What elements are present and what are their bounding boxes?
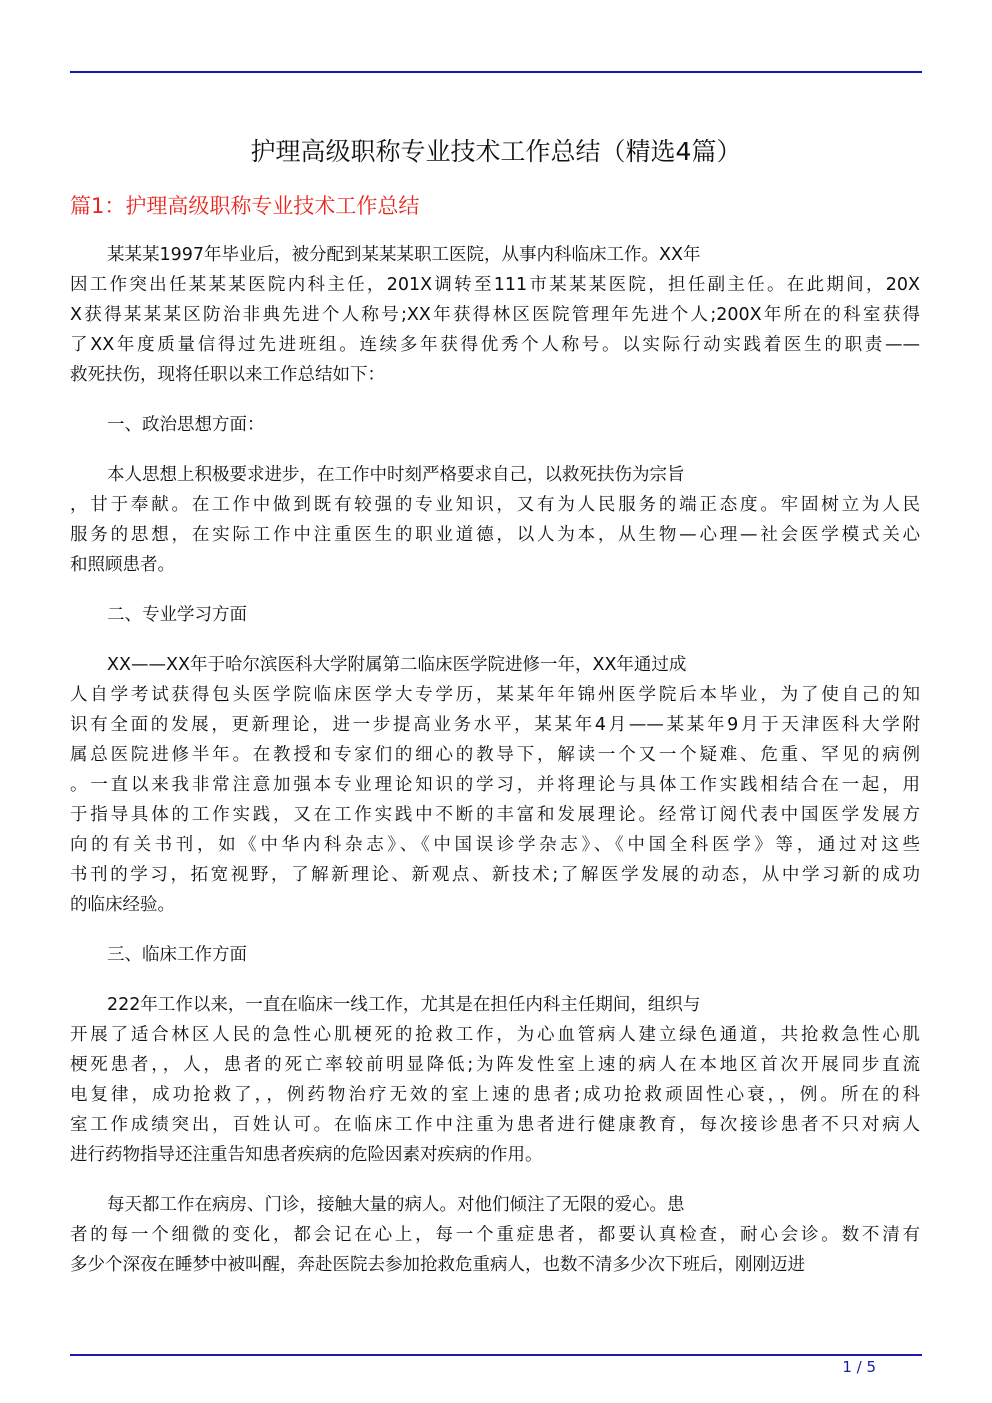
- text-line: 属总医院进修半年。在教授和专家们的细心的教导下，解读一个又一个疑难、危重、罕见的病例: [70, 745, 920, 765]
- text-line: 识有全面的发展，更新理论，进一步提高业务水平，某某年4月——某某年9月于天津医科大学附: [70, 715, 920, 735]
- text-line: 因工作突出任某某某医院内科主任，201X调转至111市某某某医院，担任副主任。在此期间，20X: [70, 275, 920, 295]
- text-line: 于指导具体的工作实践，又在工作实践中不断的丰富和发展理论。经常订阅代表中国医学发展方: [70, 805, 920, 825]
- text-line: 人自学考试获得包头医学院临床医学大专学历，某某年年锦州医学院后本毕业，为了使自己的知: [70, 685, 920, 705]
- text-line: 一、政治思想方面：: [107, 415, 265, 435]
- text-line: 的临床经验。: [70, 895, 175, 915]
- text-line: 书刊的学习，拓宽视野，了解新理论、新观点、新技术;了解医学发展的动态，从中学习新的成功: [70, 865, 920, 885]
- text-line: 进行药物指导还注重告知患者疾病的危险因素对疾病的作用。: [70, 1145, 543, 1165]
- paragraph: [70, 1190, 920, 1280]
- document-title: 护理高级职称专业技术工作总结（精选4篇）: [250, 137, 742, 166]
- page-number: 1 / 5: [842, 1358, 876, 1376]
- section-heading: 篇1：护理高级职称专业技术工作总结: [70, 194, 420, 218]
- document-body: [70, 240, 920, 1300]
- text-line: 者的每一个细微的变化，都会记在心上，每一个重症患者，都要认真检查，耐心会诊。数不清有: [70, 1225, 920, 1245]
- paragraph: [70, 940, 920, 970]
- text-line: XX——XX年于哈尔滨医科大学附属第二临床医学院进修一年，XX年通过成: [107, 655, 687, 675]
- paragraph: [70, 410, 920, 440]
- text-line: 救死扶伤，现将任职以来工作总结如下：: [70, 365, 385, 385]
- text-line: 本人思想上积极要求进步，在工作中时刻严格要求自己，以救死扶伤为宗旨: [107, 465, 685, 485]
- paragraph: [70, 600, 920, 630]
- text-line: 和照顾患者。: [70, 555, 175, 575]
- text-line: ，甘于奉献。在工作中做到既有较强的专业知识，又有为人民服务的端正态度。牢固树立为人民: [70, 495, 920, 515]
- text-line: X获得某某某区防治非典先进个人称号;XX年获得林区医院管理年先进个人;200X年所在的科室获得: [70, 305, 920, 325]
- text-line: 向的有关书刊，如《中华内科杂志》、《中国误诊学杂志》、《中国全科医学》等，通过对这些: [70, 835, 920, 855]
- text-line: 三、临床工作方面: [107, 945, 247, 965]
- paragraph: [70, 460, 920, 580]
- text-line: 梗死患者，，人，患者的死亡率较前明显降低;为阵发性室上速的病人在本地区首次开展同步直流: [70, 1055, 920, 1075]
- text-line: 多少个深夜在睡梦中被叫醒，奔赴医院去参加抢救危重病人，也数不清多少次下班后，刚刚迈进: [70, 1255, 805, 1275]
- text-line: 222年工作以来，一直在临床一线工作，尤其是在担任内科主任期间，组织与: [107, 995, 701, 1015]
- paragraph: [70, 650, 920, 920]
- text-line: 某某某1997年毕业后，被分配到某某某职工医院，从事内科临床工作。XX年: [107, 245, 701, 265]
- text-line: 室工作成绩突出，百姓认可。在临床工作中注重为患者进行健康教育，每次接诊患者不只对病人: [70, 1115, 920, 1135]
- paragraph: [70, 990, 920, 1170]
- text-line: 服务的思想，在实际工作中注重医生的职业道德，以人为本，从生物—心理—社会医学模式关心: [70, 525, 920, 545]
- footer-rule: [70, 1354, 922, 1356]
- header-rule: [70, 71, 922, 73]
- paragraph: [70, 240, 920, 390]
- text-line: 。一直以来我非常注意加强本专业理论知识的学习，并将理论与具体工作实践相结合在一起，用: [70, 775, 920, 795]
- text-line: 开展了适合林区人民的急性心肌梗死的抢救工作，为心血管病人建立绿色通道，共抢救急性心肌: [70, 1025, 920, 1045]
- text-line: 二、专业学习方面: [107, 605, 247, 625]
- text-line: 了XX年度质量信得过先进班组。连续多年获得优秀个人称号。以实际行动实践着医生的职责——: [70, 335, 920, 355]
- text-line: 每天都工作在病房、门诊，接触大量的病人。对他们倾注了无限的爱心。患: [107, 1195, 685, 1215]
- text-line: 电复律，成功抢救了，，例药物治疗无效的室上速的患者;成功抢救顽固性心衰，，例。所在的科: [70, 1085, 920, 1105]
